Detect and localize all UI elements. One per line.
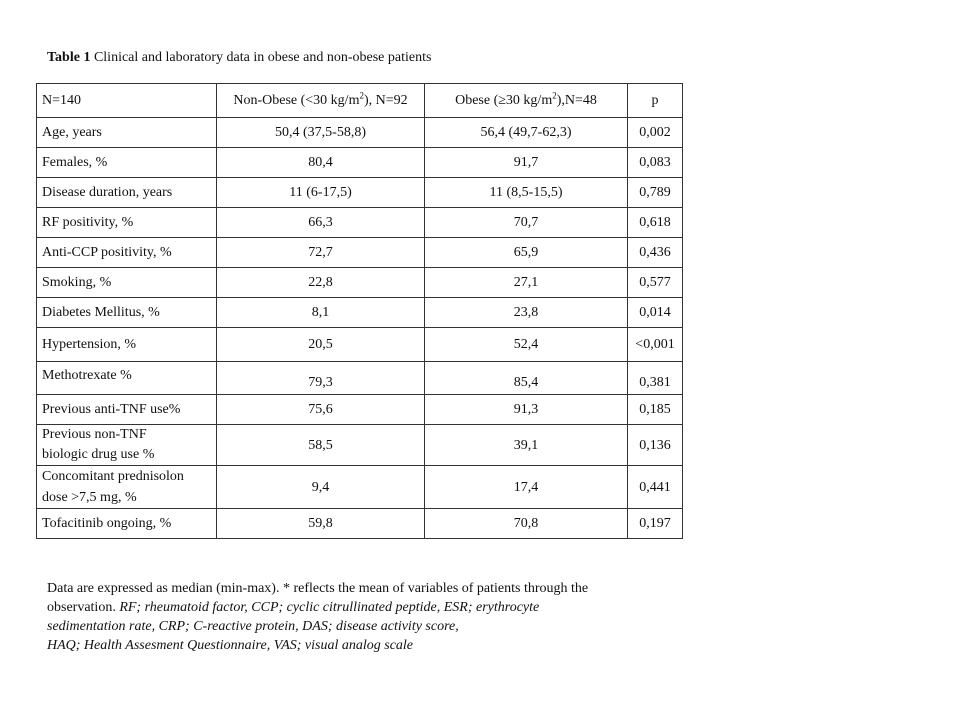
obese-value: 65,9 bbox=[425, 238, 628, 268]
footnote-line-4: HAQ; Health Assesment Questionnaire, VAS; visual analog scale bbox=[47, 638, 414, 653]
non-obese-value: 22,8 bbox=[217, 268, 425, 298]
obese-value: 56,4 (49,7-62,3) bbox=[425, 118, 628, 148]
p-value: 0,441 bbox=[628, 466, 683, 509]
non-obese-value: 75,6 bbox=[217, 395, 425, 425]
p-value: 0,789 bbox=[628, 178, 683, 208]
table-row bbox=[37, 148, 683, 178]
p-value: 0,136 bbox=[628, 425, 683, 466]
row-label: Methotrexate % bbox=[37, 362, 217, 395]
row-label: Tofacitinib ongoing, % bbox=[37, 509, 217, 539]
row-label: Previous anti-TNF use% bbox=[37, 395, 217, 425]
non-obese-value: 9,4 bbox=[217, 466, 425, 509]
table-row bbox=[37, 362, 683, 395]
non-obese-value: 20,5 bbox=[217, 328, 425, 362]
obese-value: 85,4 bbox=[425, 362, 628, 395]
obese-value: 11 (8,5-15,5) bbox=[425, 178, 628, 208]
table-row bbox=[37, 238, 683, 268]
table-header-row bbox=[37, 84, 683, 118]
non-obese-value: 66,3 bbox=[217, 208, 425, 238]
row-label: Females, % bbox=[37, 148, 217, 178]
non-obese-value: 72,7 bbox=[217, 238, 425, 268]
row-label: Concomitant prednisolon dose >7,5 mg, % bbox=[37, 466, 217, 509]
table-title bbox=[47, 49, 431, 67]
non-obese-value: 59,8 bbox=[217, 509, 425, 539]
row-label: Hypertension, % bbox=[37, 328, 217, 362]
table-footnote bbox=[47, 579, 687, 655]
table-row bbox=[37, 208, 683, 238]
non-obese-value: 58,5 bbox=[217, 425, 425, 466]
table-row bbox=[37, 178, 683, 208]
table-number: Table 1 bbox=[47, 50, 91, 65]
header-n: N=140 bbox=[37, 84, 217, 118]
p-value: 0,577 bbox=[628, 268, 683, 298]
non-obese-value: 11 (6-17,5) bbox=[217, 178, 425, 208]
header-non-obese: Non-Obese (<30 $kg/m^2$), N=92 bbox=[217, 84, 425, 118]
obese-value: 39,1 bbox=[425, 425, 628, 466]
row-label: Disease duration, years bbox=[37, 178, 217, 208]
table-row bbox=[37, 298, 683, 328]
table-row bbox=[37, 268, 683, 298]
header-obese: Obese (≥30 $kg/m^2),N=48$ bbox=[425, 84, 628, 118]
table-row bbox=[37, 466, 683, 509]
obese-value: 52,4 bbox=[425, 328, 628, 362]
row-label: Age, years bbox=[37, 118, 217, 148]
p-value: 0,002 bbox=[628, 118, 683, 148]
clinical-data-table bbox=[36, 83, 683, 539]
row-label: Smoking, % bbox=[37, 268, 217, 298]
table-row bbox=[37, 328, 683, 362]
p-value: 0,083 bbox=[628, 148, 683, 178]
header-p: p bbox=[628, 84, 683, 118]
obese-value: 70,8 bbox=[425, 509, 628, 539]
footnote-line-2: observation. RF; rheumatoid factor, CCP; cyclic citrullinated peptide, ESR; erythrocyte bbox=[47, 600, 540, 615]
row-label: Diabetes Mellitus, % bbox=[37, 298, 217, 328]
table-row bbox=[37, 118, 683, 148]
table-row bbox=[37, 509, 683, 539]
obese-value: 27,1 bbox=[425, 268, 628, 298]
p-value: 0,014 bbox=[628, 298, 683, 328]
table-row bbox=[37, 425, 683, 466]
p-value: 0,381 bbox=[628, 362, 683, 395]
obese-value: 70,7 bbox=[425, 208, 628, 238]
non-obese-value: 8,1 bbox=[217, 298, 425, 328]
row-label: Anti-CCP positivity, % bbox=[37, 238, 217, 268]
table-row bbox=[37, 395, 683, 425]
table-caption: Clinical and laboratory data in obese and non-obese patients bbox=[93, 50, 432, 65]
non-obese-value: 80,4 bbox=[217, 148, 425, 178]
row-label: RF positivity, % bbox=[37, 208, 217, 238]
footnote-line-3: sedimentation rate, CRP; C-reactive protein, DAS; disease activity score, bbox=[47, 619, 459, 634]
row-label: Previous non-TNF biologic drug use % bbox=[37, 425, 217, 466]
non-obese-value: 50,4 (37,5-58,8) bbox=[217, 118, 425, 148]
obese-value: 17,4 bbox=[425, 466, 628, 509]
obese-value: 23,8 bbox=[425, 298, 628, 328]
p-value: 0,185 bbox=[628, 395, 683, 425]
p-value: <0,001 bbox=[628, 328, 683, 362]
p-value: 0,197 bbox=[628, 509, 683, 539]
non-obese-value: 79,3 bbox=[217, 362, 425, 395]
obese-value: 91,7 bbox=[425, 148, 628, 178]
p-value: 0,436 bbox=[628, 238, 683, 268]
obese-value: 91,3 bbox=[425, 395, 628, 425]
footnote-line-1: Data are expressed as median (min-max). * reflects the mean of variables of patients through the bbox=[47, 581, 589, 596]
p-value: 0,618 bbox=[628, 208, 683, 238]
